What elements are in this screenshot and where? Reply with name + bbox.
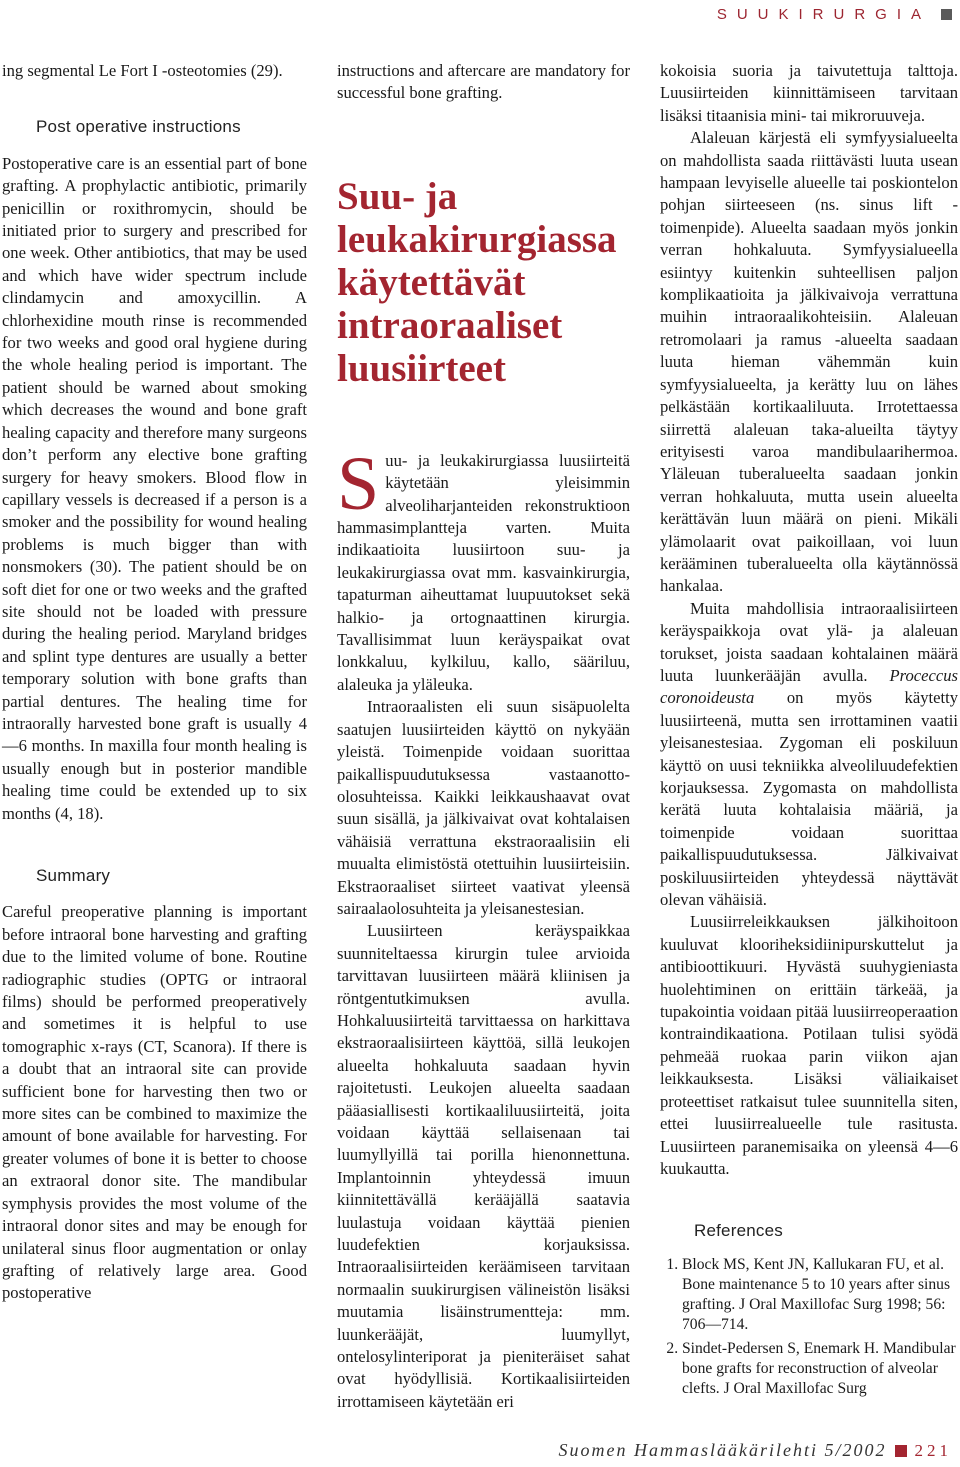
column-middle: [337, 60, 630, 1413]
lead-text: uu- ja leukakirurgiassa luusiirteitä käytetään yleisimmin alveoliharjanteiden rekonstruktioon hammasimplantteja varten. Muita indikaatioita luusiirtoon suu- ja leukakirurgiassa ovat mm. kasvainkirurgia, tapaturman aiheuttamat luupuutokset sekä halkio- ja ortognaattinen kirurgia. Tavallisimmat luun keräyspaikat ovat lonkkaluu, kylkiluu, kallo, sääriluu, alaleuka ja yläleuka.: [337, 450, 630, 694]
heading-references: References: [694, 1221, 783, 1241]
header-square-icon: [941, 9, 952, 20]
reference-list: [660, 1255, 958, 1399]
headline-line: käytettävät: [337, 260, 526, 304]
paragraph-intraoral: Intraoraalisten eli suun sisäpuolelta saatujen luusiirteiden käyttö on nykyään yleistä. Toimenpide voidaan suorittaa paikallispuudutuksessa vastaanotto-olosuhteissa. Kaikki leikkaushaavat ovat suun sisällä, ja jälkivaivat ovat kohtalaisen vähäisiä verrattuna ekstraoraalisiin eli muualta elimistöstä otettuihin luusiirteisiin. Ekstraoraaliset siirteet vaativat yleensä sairaalaolosuhteita ja yleisanestesian.: [337, 697, 630, 918]
paragraph-summary: Careful preoperative planning is important before intraoral bone harvesting and grafting due to the limited volume of bone. Routine radiographic studies (OPTG or intraoral films) should be performed preoperatively and sometimes it is helpful to use tomographic x-rays (CT, Scanora). If there is a doubt that an intraoral site can provide sufficient bone for harvesting then two or more sites can be combined to maximize the amount of bone available for harvesting. For greater volumes of bone it is better to choose an extraoral donor site. The mandibular symphysis provides the most volume of the intraoral donor sites and may be enough for unilateral sinus floor augmentation or onlay grafting of relatively large area. Good postoperative: [2, 902, 307, 1303]
drop-cap: S: [337, 441, 380, 526]
reference-item: 1. Block MS, Kent JN, Kallukaran FU, et al. Bone maintenance 5 to 10 years after sinus grafting. J Oral Maxillofac Surg 1998; 56: 706—714.: [682, 1255, 958, 1335]
article-headline: [337, 175, 630, 390]
paragraph-aftercare: Luusiirreleikkauksen jälkihoitoon kuuluvat klooriheksidiinipurskuttelut ja antibioottikuuri. Hyvästä suuhygieniasta huolehtiminen on erittäin tärkeää, ja tupakointia voidaan pitää luusiirreoperaation kontraindikaationa. Potilaan tulisi syödä pehmeää ruokaa parin viikon ajan leikkauksesta. Lisäksi väliaikaiset proteettiset ratkaisut tulee suunnitella siten, ettei luusiirrealueelle tule rasitusta. Luusiirteen paranemisaika on yleensä 4—6 kuukautta.: [660, 912, 958, 1178]
paragraph-continued: instructions and aftercare are mandatory for successful bone grafting.: [337, 61, 630, 103]
column-left: [2, 60, 307, 1305]
section-title: SUUKIRURGIA: [716, 5, 931, 23]
paragraph-post-operative: Postoperative care is an essential part of bone grafting. A prophylactic antibiotic, primarily penicillin or roxithromycin, should be initiated prior to surgery and prescribed for one week. Other antibiotics, that may be used and which have wider spectrum include clindamycin and amoxycillin. A chlorhexidine mouth rinse is recommended for two weeks and good oral hygiene during the whole healing period is important. The patient should be warned about smoking which decreases the wound and bone graft healing capacity and therefore many surgeons don’t perform any elective bone grafting surgery for heavy smokers. Blood flow in capillary vessels is decreased if a person is a smoker and the possibility for wound healing problems is much bigger than with nonsmokers (30). The patient should be on soft diet for one or two weeks and the grafted site should not be loaded with pressure during the healing period. Maryland bridges and splint type dentures are usually a better temporary solution with bone grafts than partial dentures. The healing time for intraorally harvested bone graft is usually 4—6 months. In maxilla four month healing is usually enough but in posterior mandible healing time could be extended up to six months (4, 18).: [2, 153, 307, 823]
footer-square-icon: [895, 1445, 907, 1457]
paragraph-harvest-site: Luusiirteen keräyspaikkaa suunniteltaessa kirurgin tulee arvioida tarvittavan luusiirteen määrä kliinisen ja röntgentutkimuksen avulla. Hohkaluusiirteitä tarvittaessa on harkittava ekstraoraalisiirteen käyttöä, sillä leukojen alueelta hohkaluuta saadaan hyvin rajoitetusti. Leukojen alueelta saadaan pääasiallisesti kortikaaliluusiirteitä, joita voidaan käyttää sellaisenaan tai luumyllyillä tai porilla hienonnettuna. Implantoinnin yhteydessä imuun kiinnitettävällä kerääjällä saatavia luulastuja voidaan käyttää pienien luudefektien korjauksissa. Intraoraalisiirteiden keräämiseen tarvitaan normaalin suukirurgisen välineistön lisäksi muutamia lisäinstrumentteja: mm. luunkerääjät, luumyllyt, ontelosylinteriporat ja pieniteräiset sahat ovat hyödyllisiä. Kortikaalisiirteiden irrottamiseen käytetään eri: [337, 921, 630, 1411]
text-run: Muita mahdollisia intraoraalisiirteen keräyspaikkoja ovat ylä- ja alaleuan torukset, joista saadaan kohtalainen määrä luuta luunkerääjän avulla.: [660, 598, 958, 685]
paragraph-lead: [337, 441, 630, 696]
paragraph-continued: kokoisia suoria ja taivutettuja talttoja. Luusiirteiden kiinnittämiseen tarvitaan lisäksi titaanisia mini- tai mikroruuveja.: [660, 61, 958, 125]
headline-line: luusiirteet: [337, 346, 506, 390]
heading-summary: Summary: [36, 866, 111, 885]
heading-post-operative: Post operative instructions: [36, 117, 241, 137]
running-header: [717, 2, 952, 26]
text-run: on myös käytetty luusiirteenä, mutta sen irrottaminen vaatii yleisanestesiaa. Zygoman eli poskiluun käyttö on uusi tekniikka alveoliluudefektien korjauksessa. Zygomasta on mahdollista kerätä luuta kohtalaisia määriä, ja toimenpide voidaan suorittaa paikallispuudutuksessa. Jälkivaivat poskiluusiirteiden yhteydessä näyttävät olevan vähäisiä.: [660, 688, 958, 910]
paragraph-symphysis: Alaleuan kärjestä eli symfyysialueelta on mahdollista saada riittävästi luuta usean hampaan levyiselle alueelle tai poskiontelon pohjan siirteeseen (ns. sinus lift -toimenpide). Alueelta saadaan myös jonkin verran hohkaluuta. Symfyysialueella esiintyy kuitenkin suhteellisen paljon komplikaatioita ja jälkivaivoja verrattuna muihin intraoraalikohteisiin. Alaleuan retromolaari ja ramus -alueelta saadaan luuta hieman vähemmän kuin symfyysialueelta, ja kerätty luu on lähes pelkästään kortikaaliluuta. Irrotettaessa siirrettä alaleuan taka-alueilta täytyy erityisesti varoa mandibulaarihermoa. Yläleuan tuberalueelta saadaan jonkin verran hohkaluuta, mutta usein alueelta kerättävän luun määrä on pieni. Mikäli ylämolaarit ovat paikoillaan, voi luun kerääminen tuberalueelta olla käytännössä hankalaa.: [660, 128, 958, 596]
running-footer: [559, 1440, 952, 1461]
paragraph-other-sites: [660, 598, 958, 912]
headline-line: Suu- ja: [337, 174, 458, 218]
reference-item: 2. Sindet-Pedersen S, Enemark H. Mandibular bone grafts for reconstruction of alveolar clefts. J Oral Maxillofac Surg: [682, 1339, 958, 1399]
page-number: 221: [914, 1440, 952, 1460]
headline-line: intraoraaliset: [337, 303, 563, 347]
italic-term: Proceccus coronoideusta: [660, 665, 958, 708]
headline-line: leukakirurgiassa: [337, 217, 617, 261]
column-right: [660, 60, 958, 1403]
paragraph-intro: ing segmental Le Fort I -osteotomies (29).: [2, 61, 283, 80]
journal-name: Suomen Hammaslääkärilehti 5/2002: [558, 1440, 887, 1460]
